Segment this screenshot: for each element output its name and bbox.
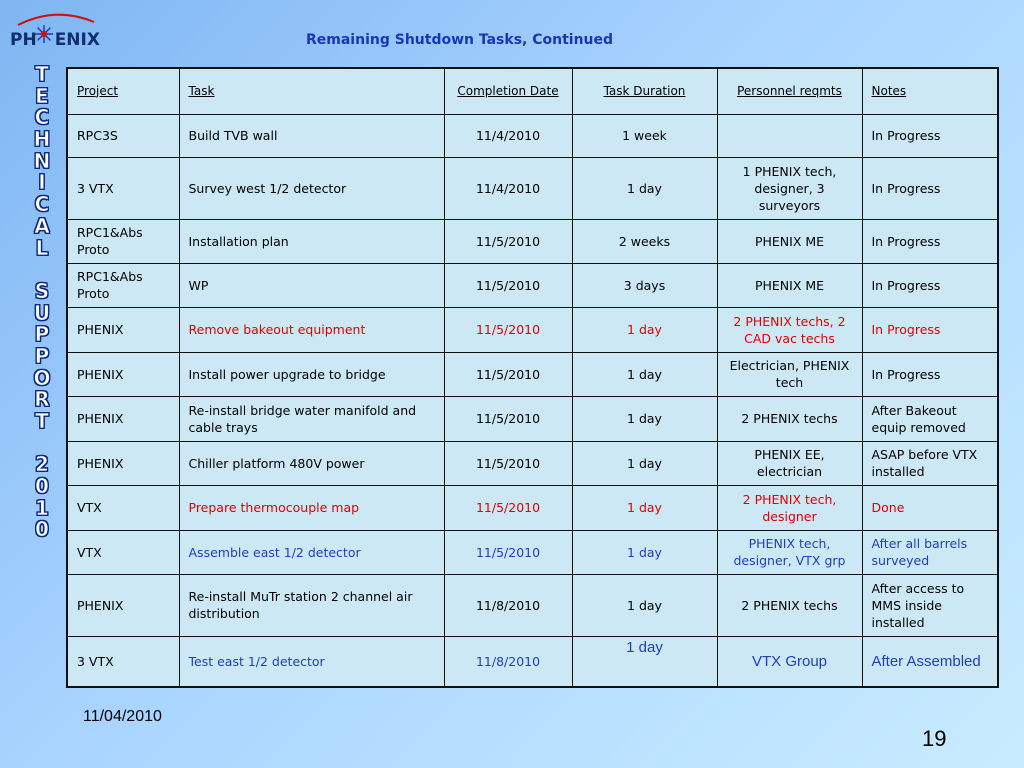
duration-cell: 2 weeks [572,219,717,263]
date-cell: 11/5/2010 [444,485,572,530]
table-row [67,574,998,636]
notes-cell: In Progress [862,114,998,157]
star-icon [34,24,54,44]
task-cell: Build TVB wall [179,114,444,157]
date-cell: 11/8/2010 [444,636,572,687]
personnel-cell: PHENIX ME [717,219,862,263]
vertical-letter: T [35,409,49,433]
date-cell: 11/5/2010 [444,307,572,352]
page-number: 19 [922,726,947,751]
vertical-letter: I [38,170,46,195]
task-cell: Remove bakeout equipment [179,307,444,352]
personnel-cell: Electrician, PHENIX tech [717,352,862,396]
vertical-letter: A [34,213,50,238]
header-project: Project [67,68,179,114]
task-cell: Prepare thermocouple map [179,485,444,530]
notes-cell: In Progress [862,307,998,352]
date-cell: 11/5/2010 [444,441,572,485]
date-cell: 11/4/2010 [444,157,572,219]
vertical-letter: H [33,127,51,152]
project-cell: RPC3S [67,114,179,157]
vertical-heading [22,64,62,541]
duration-cell: 1 day [572,352,717,396]
duration-cell: 1 day [572,396,717,441]
table-row [67,219,998,263]
project-cell: RPC1&Abs Proto [67,219,179,263]
notes-cell: In Progress [862,219,998,263]
notes-cell: After access to MMS inside installed [862,574,998,636]
task-cell: Install power upgrade to bridge [179,352,444,396]
project-cell: RPC1&Abs Proto [67,263,179,307]
personnel-cell: 2 PHENIX techs [717,396,862,441]
duration-cell: 3 days [572,263,717,307]
table-row [67,263,998,307]
personnel-cell: VTX Group [717,636,862,687]
vertical-letter: C [34,192,50,217]
date-cell: 11/5/2010 [444,263,572,307]
table-row [67,352,998,396]
vertical-letter: R [34,387,50,412]
notes-cell: After all barrels surveyed [862,530,998,574]
date-cell: 11/5/2010 [444,530,572,574]
personnel-cell: 2 PHENIX techs [717,574,862,636]
table-header-row [67,68,998,114]
table-row [67,636,998,687]
duration-cell: 1 day [572,636,717,687]
table-row [67,441,998,485]
project-cell: 3 VTX [67,636,179,687]
footer-date: 11/04/2010 [83,708,162,725]
notes-cell: In Progress [862,352,998,396]
task-cell: Installation plan [179,219,444,263]
duration-cell: 1 day [572,307,717,352]
vertical-letter: S [34,278,50,303]
table-row [67,396,998,441]
header-personnel: Personnel reqmts [717,68,862,114]
notes-cell: Done [862,485,998,530]
personnel-cell [717,114,862,157]
vertical-letter: P [34,343,50,368]
vertical-letter: T [35,62,49,86]
task-cell: WP [179,263,444,307]
header-completion-date: Completion Date [444,68,572,114]
table-row [67,485,998,530]
phenix-logo [4,10,104,50]
duration-cell: 1 day [572,157,717,219]
project-cell: PHENIX [67,441,179,485]
date-cell: 11/5/2010 [444,219,572,263]
header-notes: Notes [862,68,998,114]
vertical-letter: U [33,300,51,325]
duration-cell: 1 day [572,530,717,574]
project-cell: 3 VTX [67,157,179,219]
vertical-letter [22,433,62,455]
project-cell: PHENIX [67,396,179,441]
date-cell: 11/8/2010 [444,574,572,636]
logo-arc [16,10,96,26]
vertical-letter [22,259,62,281]
task-cell: Re-install bridge water manifold and cable trays [179,396,444,441]
table-row [67,530,998,574]
notes-cell: ASAP before VTX installed [862,441,998,485]
vertical-letter: O [33,365,51,390]
vertical-letter: E [35,83,49,108]
personnel-cell: PHENIX ME [717,263,862,307]
task-cell: Re-install MuTr station 2 channel air distribution [179,574,444,636]
vertical-letter: 0 [35,474,49,499]
project-cell: VTX [67,485,179,530]
tasks-table [66,67,999,688]
task-cell: Assemble east 1/2 detector [179,530,444,574]
notes-cell: In Progress [862,263,998,307]
personnel-cell: 2 PHENIX techs, 2 CAD vac techs [717,307,862,352]
table-row [67,157,998,219]
project-cell: PHENIX [67,352,179,396]
task-cell: Test east 1/2 detector [179,636,444,687]
duration-cell: 1 day [572,441,717,485]
slide-title: Remaining Shutdown Tasks, Continued [306,32,614,48]
vertical-letter: 0 [35,517,49,542]
date-cell: 11/5/2010 [444,396,572,441]
header-task-duration: Task Duration [572,68,717,114]
vertical-letter: 1 [35,495,49,520]
project-cell: PHENIX [67,574,179,636]
personnel-cell: 1 PHENIX tech, designer, 3 surveyors [717,157,862,219]
duration-cell: 1 day [572,485,717,530]
task-cell: Chiller platform 480V power [179,441,444,485]
date-cell: 11/5/2010 [444,352,572,396]
vertical-letter: P [34,322,50,347]
personnel-cell: 2 PHENIX tech, designer [717,485,862,530]
project-cell: VTX [67,530,179,574]
duration-cell: 1 week [572,114,717,157]
vertical-letter: L [35,235,49,260]
table-row [67,114,998,157]
logo-text: PH ENIX [10,30,100,50]
date-cell: 11/4/2010 [444,114,572,157]
project-cell: PHENIX [67,307,179,352]
vertical-letter: N [33,148,51,173]
task-cell: Survey west 1/2 detector [179,157,444,219]
vertical-letter: C [34,105,50,130]
personnel-cell: PHENIX EE, electrician [717,441,862,485]
header-task: Task [179,68,444,114]
table-row [67,307,998,352]
notes-cell: After Bakeout equip removed [862,396,998,441]
notes-cell: After Assembled [862,636,998,687]
personnel-cell: PHENIX tech, designer, VTX grp [717,530,862,574]
vertical-letter: 2 [35,452,49,477]
notes-cell: In Progress [862,157,998,219]
duration-cell: 1 day [572,574,717,636]
